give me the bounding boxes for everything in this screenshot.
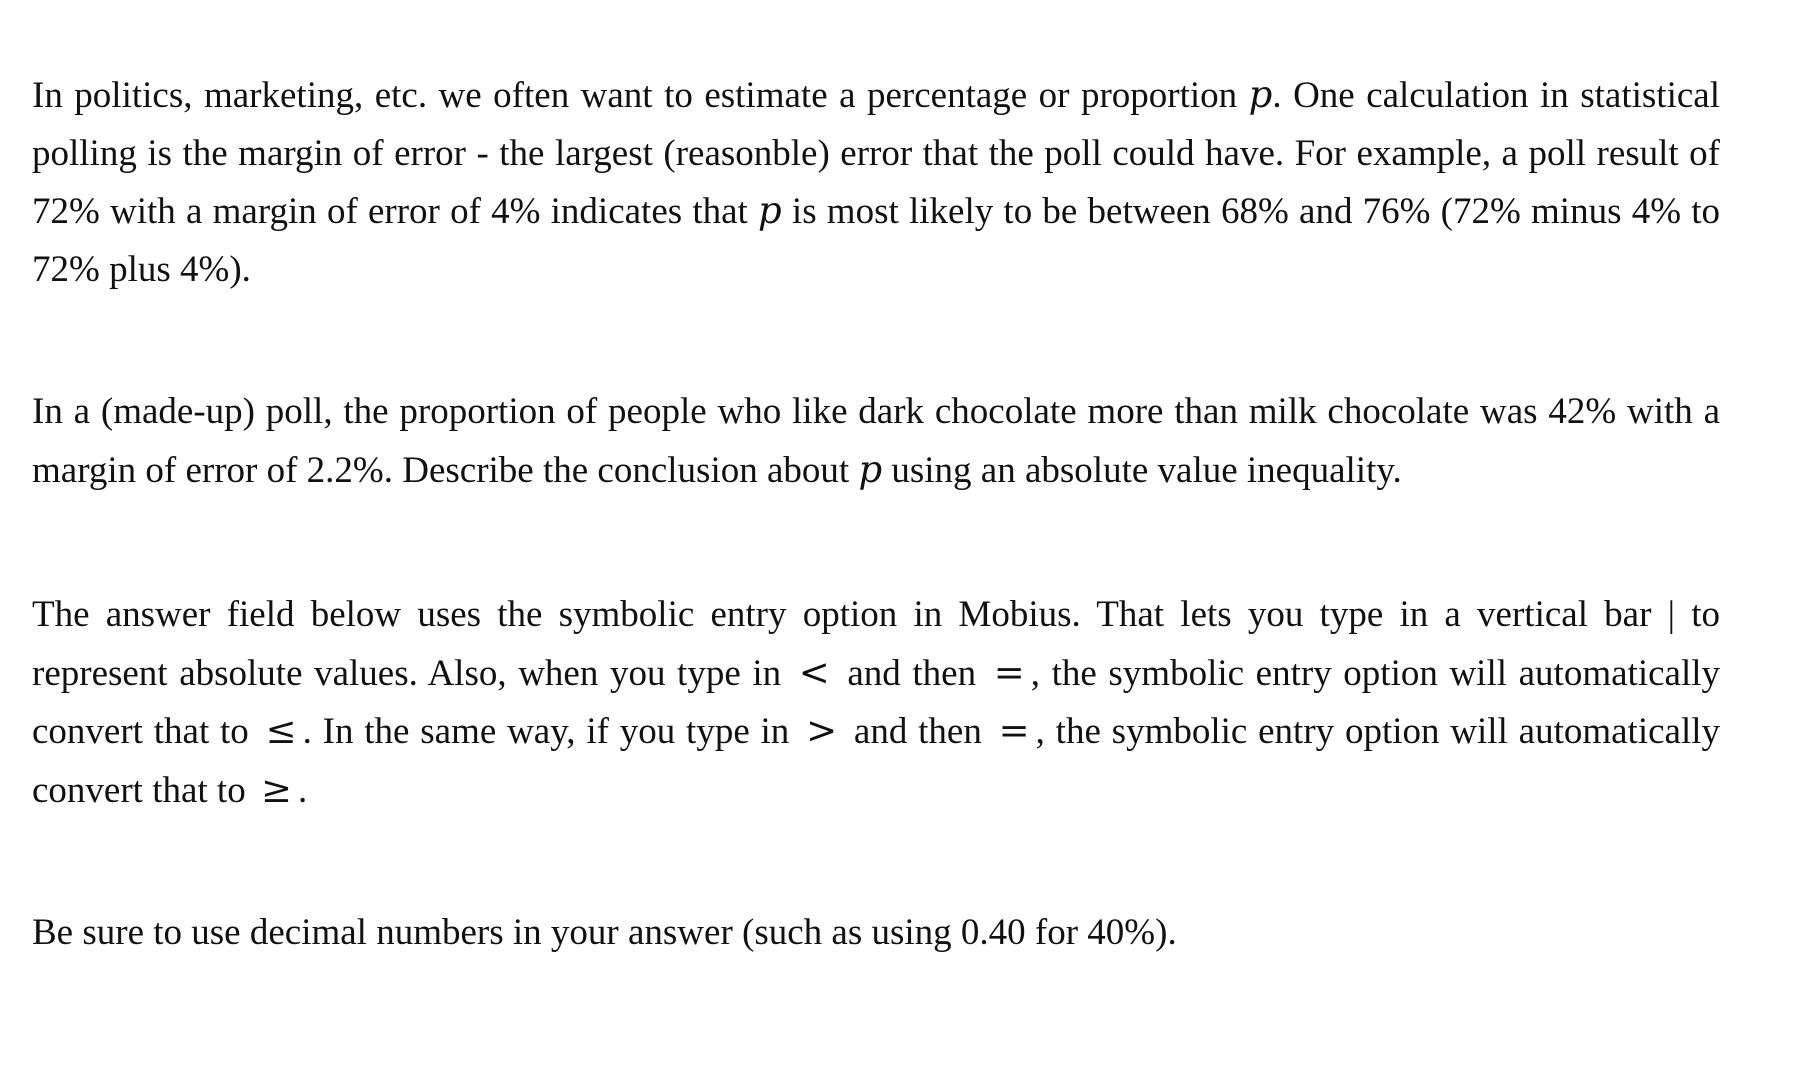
instructions-text-2: and then — [835, 652, 988, 694]
problem-paragraph — [32, 383, 1720, 499]
variable-p: p — [858, 447, 883, 491]
intro-text-2: . One calculation in statistical polling is the margin of error - the largest (reasonble) error that the poll could have. For example, a poll result of 72% with a margin of error of 4% indicates that — [32, 75, 1720, 232]
less-than-or-equal-symbol: ≤ — [265, 709, 297, 752]
note-text: Be sure to use decimal numbers in your answer (such as using 0.40 for 40%). — [32, 912, 1177, 953]
equals-symbol: = — [998, 709, 1030, 752]
less-than-symbol: < — [798, 650, 830, 694]
instructions-text-5: and then — [843, 711, 993, 752]
note-paragraph — [32, 904, 1720, 962]
intro-text-3: is most likely to be between 68% and 76% (72% minus 4% to 72% plus 4%). — [32, 191, 1720, 290]
question-content — [32, 66, 1720, 962]
greater-than-or-equal-symbol: ≥ — [260, 767, 292, 811]
problem-text-1: In a (made-up) poll, the proportion of people who like dark chocolate more than milk chocolate was 42% with a margin of error of 2.2%. Describe the conclusion about — [32, 391, 1720, 491]
problem-text-2: using an absolute value inequality. — [882, 449, 1402, 491]
variable-p: p — [758, 189, 782, 232]
instructions-paragraph — [32, 586, 1720, 819]
equals-symbol: = — [993, 650, 1025, 694]
instructions-text-3: , the symbolic entry option will automatically convert that to — [32, 652, 1720, 752]
instructions-text-1: The answer field below uses the symbolic entry option in Mobius. That lets you type in a vertical bar | to represent absolute values. Also, when you type in — [32, 594, 1720, 694]
intro-text-1: In politics, marketing, etc. we often want to estimate a percentage or proportion — [32, 75, 1249, 116]
instructions-text-7: . — [297, 769, 308, 811]
instructions-text-4: . In the same way, if you type in — [302, 711, 801, 752]
greater-than-symbol: > — [806, 709, 838, 752]
intro-paragraph — [32, 66, 1720, 298]
variable-p: p — [1248, 73, 1273, 116]
instructions-text-6: , the symbolic entry option will automatically convert that to — [32, 711, 1721, 811]
